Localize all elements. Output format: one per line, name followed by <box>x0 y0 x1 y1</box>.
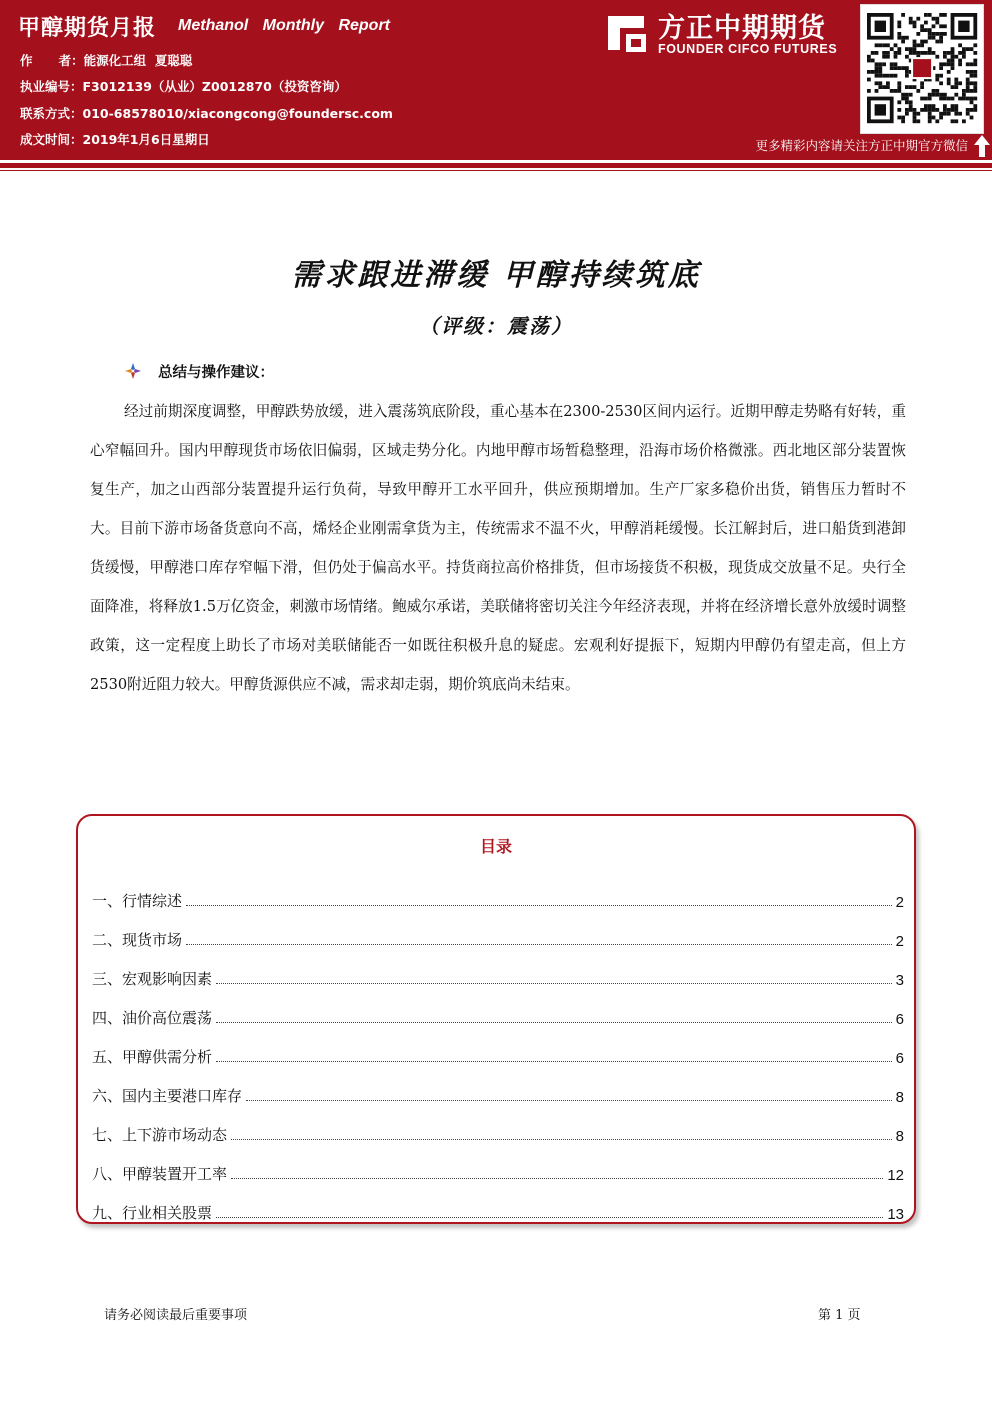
section-heading <box>124 360 274 382</box>
toc-item-label: 七、上下游市场动态 <box>92 1126 228 1144</box>
contact-line <box>20 103 393 125</box>
author-value: 能源化工组 夏聪聪 <box>83 53 193 68</box>
toc-item-page: 13 <box>887 1206 904 1223</box>
toc-item-page: 2 <box>895 933 904 950</box>
toc-item-label: 三、宏观影响因素 <box>92 970 213 988</box>
author-label: 作 者： <box>20 53 84 68</box>
toc-item[interactable] <box>92 950 904 989</box>
toc-leader <box>216 1061 892 1062</box>
footer-notice: 请务必阅读最后重要事项 <box>104 1308 248 1323</box>
toc-item-page: 12 <box>887 1167 904 1184</box>
toc-item[interactable] <box>92 1184 904 1223</box>
toc-item[interactable] <box>92 1067 904 1106</box>
table-of-contents <box>76 814 916 1224</box>
wechat-qr-code <box>860 4 984 134</box>
header-rule-thin <box>0 170 992 171</box>
toc-item-label: 六、国内主要港口库存 <box>92 1087 243 1105</box>
toc-leader <box>216 1022 892 1023</box>
report-title-cn: 甲醇期货月报 <box>18 15 157 41</box>
toc-leader <box>231 1178 883 1179</box>
toc-item-page: 8 <box>895 1089 904 1106</box>
qr-code-icon <box>861 5 983 133</box>
main-title: 需求跟进滞缓 甲醇持续筑底 <box>291 258 701 293</box>
license-label: 执业编号： <box>20 79 83 94</box>
up-arrow-icon <box>973 134 991 158</box>
date-line <box>20 129 210 151</box>
toc-item[interactable] <box>92 1145 904 1184</box>
logo-text-en: FOUNDER CIFCO FUTURES <box>658 42 838 56</box>
logo-text-cn: 方正中期期货 <box>658 13 826 44</box>
header-rule <box>0 163 992 168</box>
toc-leader <box>216 1217 883 1218</box>
section-heading-text: 总结与操作建议： <box>158 364 274 381</box>
toc-leader <box>186 944 892 945</box>
toc-leader <box>231 1139 892 1140</box>
toc-leader <box>216 983 892 984</box>
contact-label: 联系方式： <box>20 106 83 121</box>
founder-logo-icon <box>604 10 650 56</box>
toc-leader <box>186 905 892 906</box>
company-logo <box>604 6 854 62</box>
toc-item-page: 8 <box>895 1128 904 1145</box>
toc-item[interactable] <box>92 989 904 1028</box>
report-header-band <box>0 0 992 160</box>
contact-value: 010-68578010/xiacongcong@foundersc.com <box>82 106 393 121</box>
footer-page-number: 第 1 页 <box>818 1308 861 1323</box>
toc-item-page: 3 <box>895 972 904 989</box>
date-value: 2019年1月6日星期日 <box>82 132 210 147</box>
toc-item-page: 2 <box>895 894 904 911</box>
toc-item-label: 五、甲醇供需分析 <box>92 1048 213 1066</box>
toc-title: 目录 <box>479 837 512 856</box>
license-line <box>20 76 347 98</box>
toc-item[interactable] <box>92 1106 904 1145</box>
toc-item[interactable] <box>92 872 904 911</box>
rating: （评级：震荡） <box>419 314 573 338</box>
summary-paragraph: 经过前期深度调整，甲醇跌势放缓，进入震荡筑底阶段，重心基本在2300-2530区间内运行。近期甲醇走势略有好转，重心窄幅回升。国内甲醇现货市场依旧偏弱，区域走势分化。内地甲醇市场暂稳整理，沿海市场价格微涨。西北地区部分装置恢复生产，加之山西部分装置提升运行负荷，导致甲醇开工水平回升，供应预期增加。生产厂家多稳价出货，销售压力暂时不大。目前下游市场备货意向不高，烯烃企业刚需拿货为主，传统需求不温不火，甲醇消耗缓慢。长江解封后，进口船货到港卸货缓慢，甲醇港口库存窄幅下滑，但仍处于偏高水平。持货商拉高价格排货，但市场接货不积极，现货成交放量不足。央行全面降准，将释放1.5万亿资金，刺激市场情绪。鲍威尔承诺，美联储将密切关注今年经济表现，并将在经济增长意外放缓时调整政策，这一定程度上助长了市场对美联储能否一如既往积极升息的疑虑。宏观利好提振下，短期内甲醇仍有望走高，但上方2530附近阻力较大。甲醇货源供应不减，需求却走弱，期价筑底尚未结束。 <box>90 403 906 693</box>
toc-item-page: 6 <box>895 1050 904 1067</box>
author-line <box>20 50 192 72</box>
toc-leader <box>246 1100 892 1101</box>
date-label: 成文时间： <box>20 132 83 147</box>
report-title <box>18 10 390 42</box>
toc-item-label: 九、行业相关股票 <box>92 1204 213 1222</box>
toc-item-label: 二、现货市场 <box>92 931 183 949</box>
toc-item-label: 四、油价高位震荡 <box>92 1009 213 1027</box>
toc-item-label: 一、行情综述 <box>92 892 183 910</box>
toc-item[interactable] <box>92 911 904 950</box>
bullet-icon <box>124 362 142 380</box>
toc-item-page: 6 <box>895 1011 904 1028</box>
toc-list <box>92 872 904 1223</box>
toc-item[interactable] <box>92 1028 904 1067</box>
toc-item-label: 八、甲醇装置开工率 <box>92 1165 228 1183</box>
license-value: F3012139（从业）Z0012870（投资咨询） <box>82 79 347 94</box>
report-title-en: Methanol Monthly Report <box>178 17 390 34</box>
follow-wechat-text: 更多精彩内容请关注方正中期官方微信 <box>755 138 968 153</box>
